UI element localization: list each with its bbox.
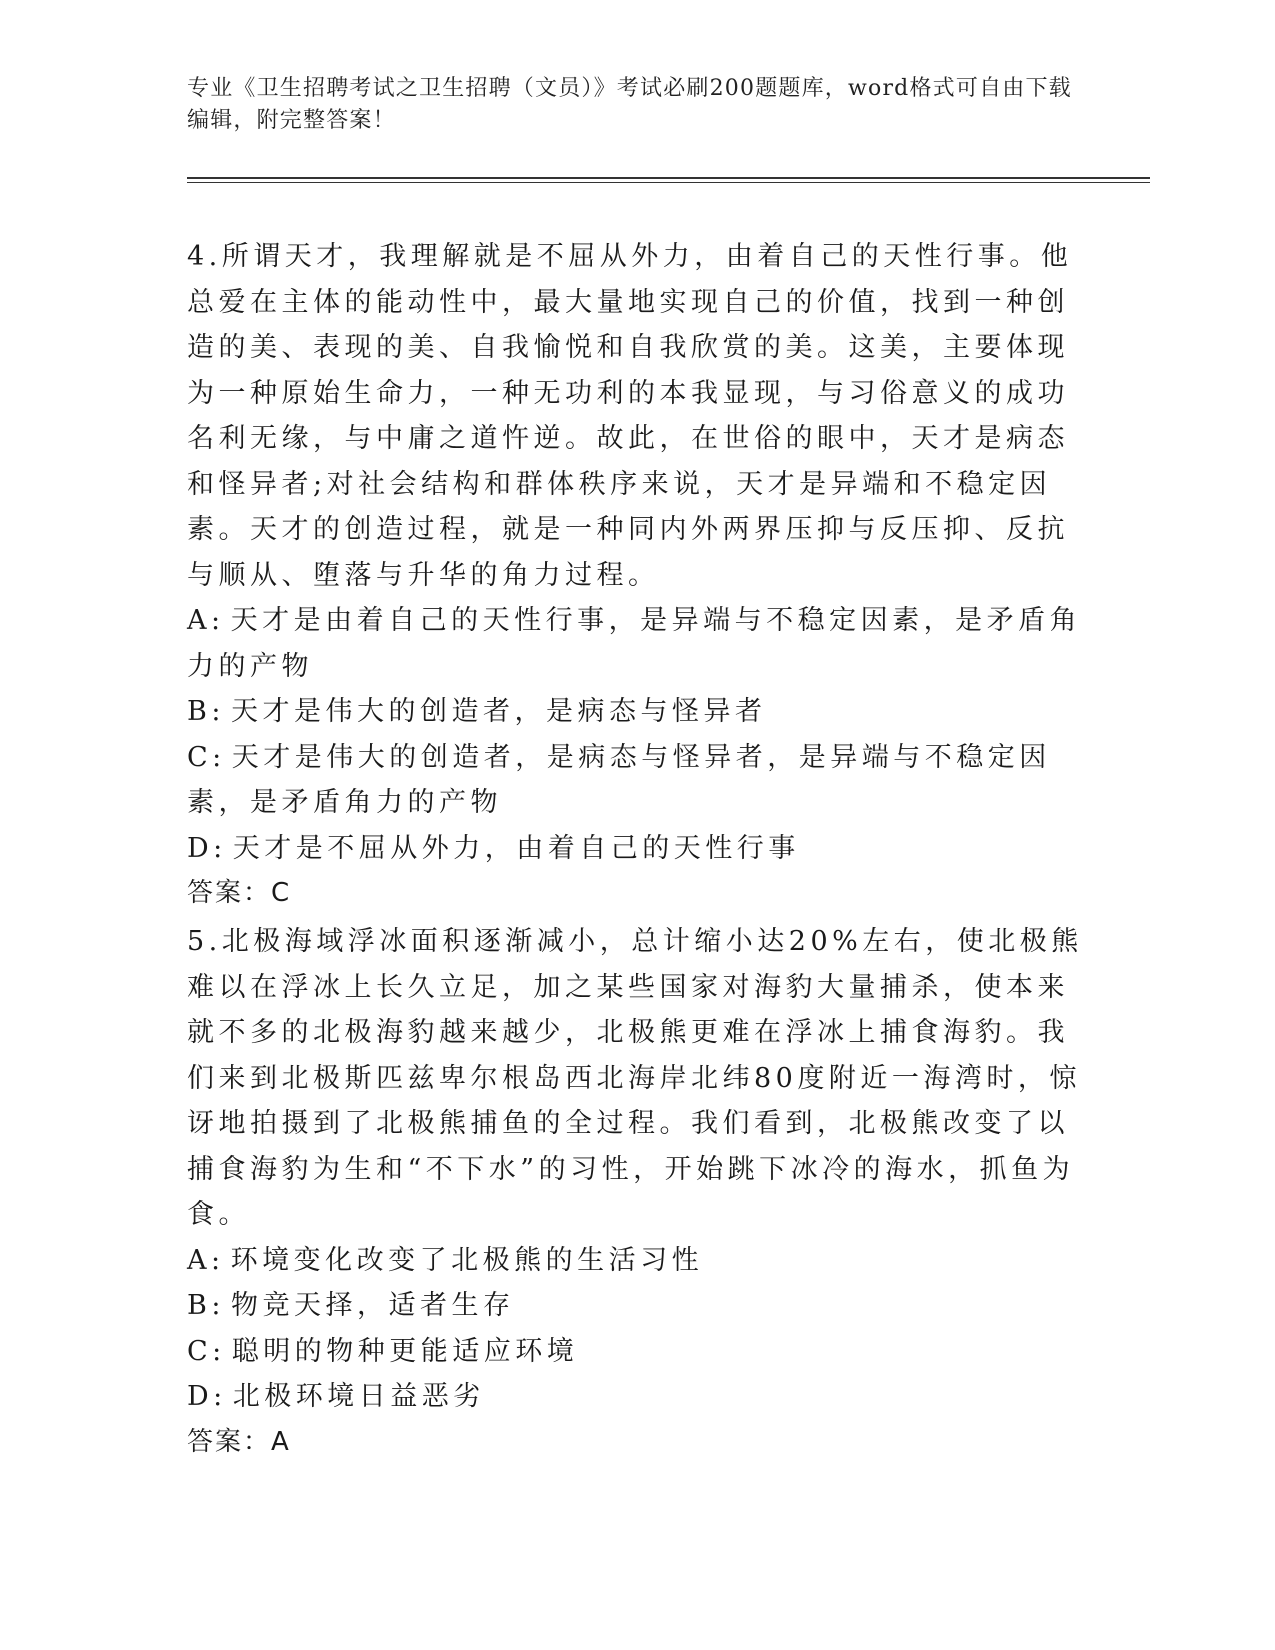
header-divider-thick bbox=[187, 177, 1150, 179]
option-key: D: bbox=[187, 1381, 227, 1412]
option-text: 聪明的物种更能适应环境 bbox=[231, 1335, 579, 1367]
option-a bbox=[187, 1238, 1087, 1284]
option-key: C: bbox=[187, 741, 226, 773]
option-text: 天才是伟大的创造者，是病态与怪异者，是异端与不稳定因素，是矛盾角力的产物 bbox=[187, 741, 1051, 818]
option-text: 物竞天择，适者生存 bbox=[230, 1290, 515, 1321]
option-key: B: bbox=[187, 1290, 225, 1321]
option-c bbox=[187, 735, 1087, 826]
option-key: D: bbox=[187, 832, 227, 864]
option-key: C: bbox=[187, 1335, 226, 1367]
answer-label: 答案：C bbox=[187, 878, 292, 908]
option-key: B: bbox=[187, 696, 225, 727]
option-c bbox=[187, 1329, 1087, 1375]
option-d bbox=[187, 1374, 1087, 1420]
option-text: 天才是不屈从外力，由着自己的天性行事 bbox=[232, 832, 800, 864]
option-b bbox=[187, 1283, 1087, 1329]
option-text: 天才是由着自己的天性行事，是异端与不稳定因素，是矛盾角力的产物 bbox=[187, 605, 1082, 682]
option-d bbox=[187, 826, 1087, 872]
option-a bbox=[187, 598, 1087, 689]
option-text: 天才是伟大的创造者，是病态与怪异者 bbox=[230, 696, 767, 727]
option-key: A: bbox=[187, 605, 225, 636]
question-4 bbox=[187, 234, 1087, 917]
answer-label: 答案：A bbox=[187, 1426, 291, 1457]
question-stem: 5.北极海域浮冰面积逐渐减小，总计缩小达20%左右，使北极熊难以在浮冰上长久立足，加之某些国家对海豹大量捕杀，使本来就不多的北极海豹越来越少，北极熊更难在浮冰上捕食海豹。我们来到北极斯匹兹卑尔根岛西北海岸北纬80度附近一海湾时，惊讶地拍摄到了北极熊捕鱼的全过程。我们看到，北极熊改变了以捕食海豹为生和“不下水”的习性，开始跳下冰冷的海水，抓鱼为食。 bbox=[187, 926, 1083, 1230]
option-b bbox=[187, 689, 1087, 735]
page-header: 专业《卫生招聘考试之卫生招聘（文员）》考试必刷200题题库，word格式可自由下载编辑，附完整答案！ bbox=[187, 76, 1072, 133]
question-stem: 4.所谓天才，我理解就是不屈从外力，由着自己的天性行事。他总爱在主体的能动性中，最大量地实现自己的价值，找到一种创造的美、表现的美、自我愉悦和自我欣赏的美。这美，主要体现为一种原始生命力，一种无功利的本我显现，与习俗意义的成功名利无缘，与中庸之道忤逆。故此，在世俗的眼中，天才是病态和怪异者;对社会结构和群体秩序来说，天才是异端和不稳定因素。天才的创造过程，就是一种同内外两界压抑与反压抑、反抗与顺从、堕落与升华的角力过程。 bbox=[187, 241, 1073, 591]
header-divider-thin bbox=[187, 182, 1150, 183]
question-5 bbox=[187, 919, 1087, 1465]
option-text: 环境变化改变了北极熊的生活习性 bbox=[230, 1244, 704, 1276]
option-text: 北极环境日益恶劣 bbox=[232, 1381, 485, 1412]
option-key: A: bbox=[187, 1244, 225, 1276]
